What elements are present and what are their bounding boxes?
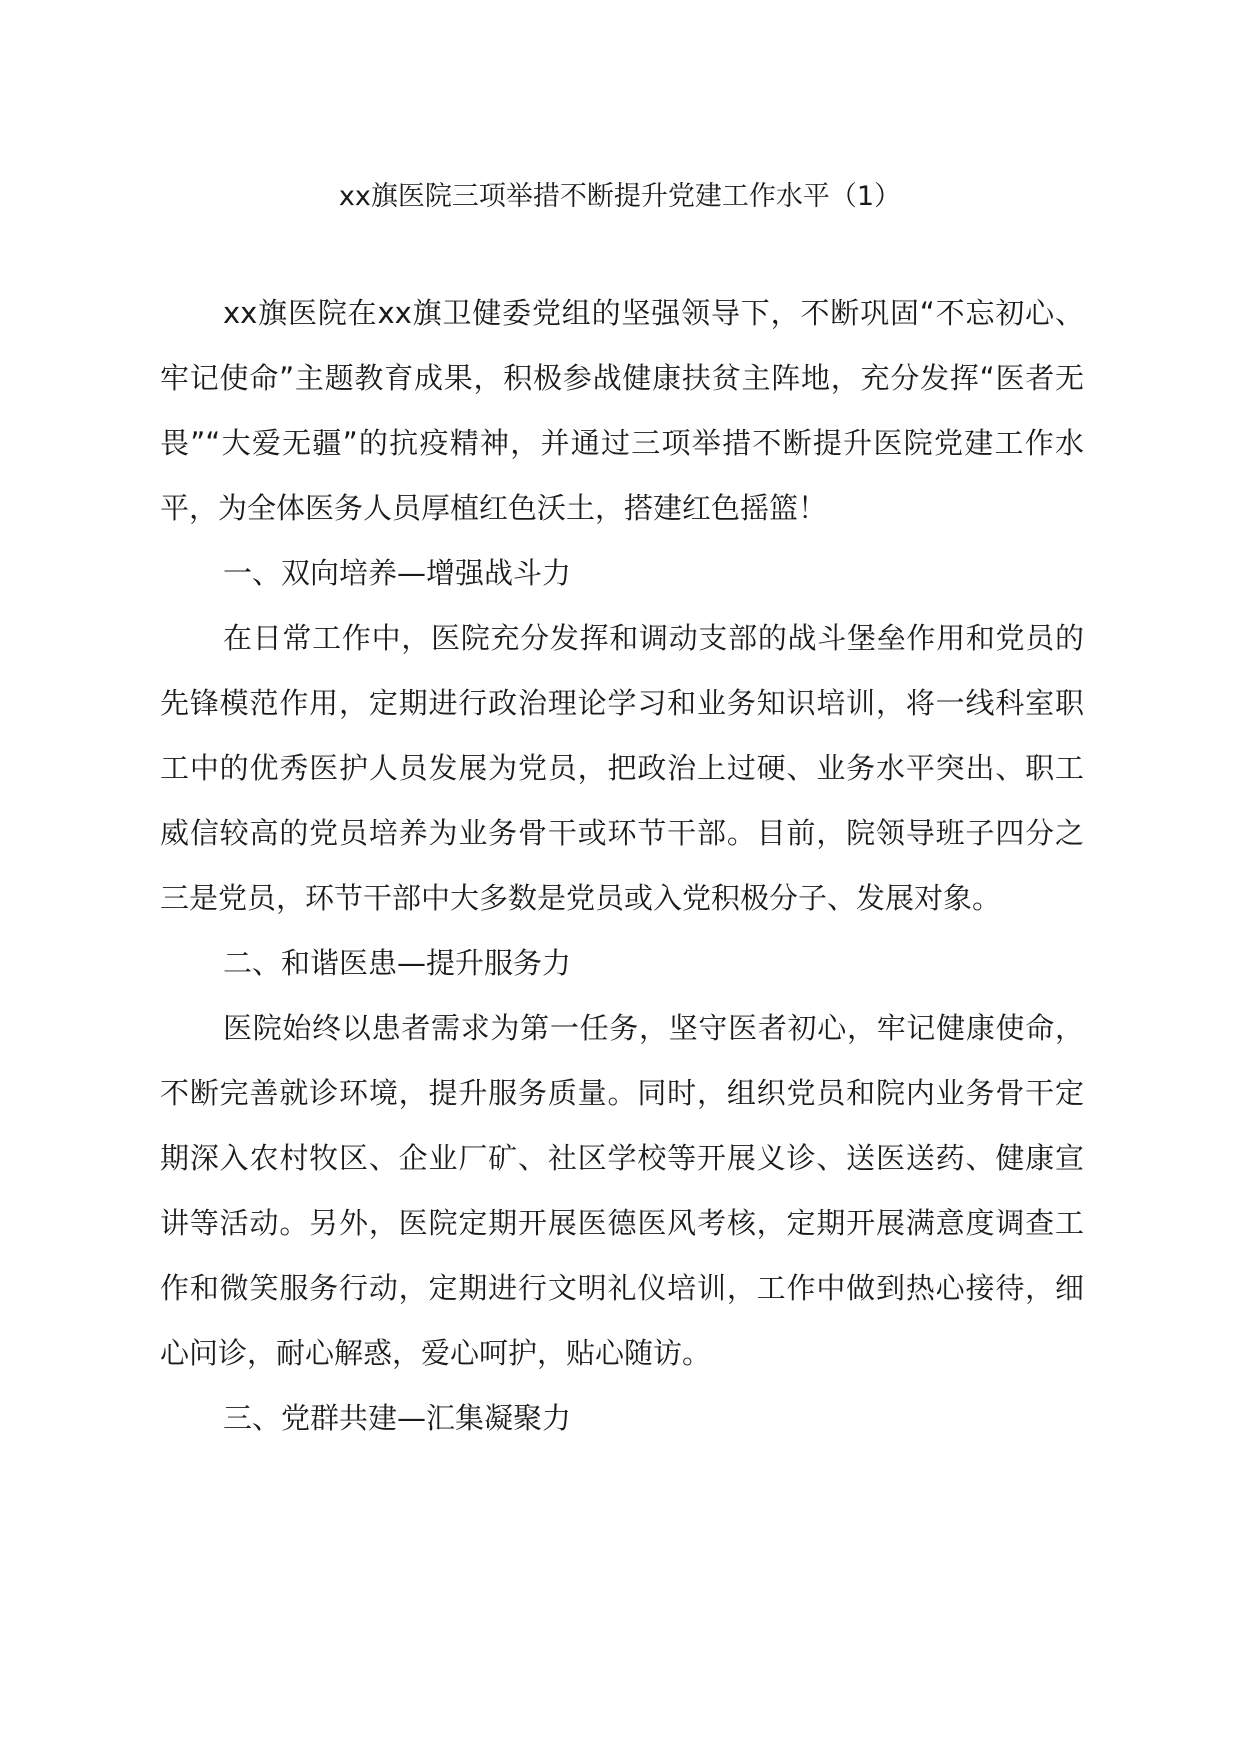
section-paragraph-1: 在日常工作中，医院充分发挥和调动支部的战斗堡垒作用和党员的先锋模范作用，定期进行政治理论学习和业务知识培训，将一线科室职工中的优秀医护人员发展为党员，把政治上过硬、业务水平突出、职工威信较高的党员培养为业务骨干或环节干部。目前，院领导班子四分之三是党员，环节干部中大多数是党员或入党积极分子、发展对象。 xyxy=(160,621,1084,915)
section-paragraph-2: 医院始终以患者需求为第一任务，坚守医者初心，牢记健康使命，不断完善就诊环境，提升服务质量。同时，组织党员和院内业务骨干定期深入农村牧区、企业厂矿、社区学校等开展义诊、送医送药、健康宣讲等活动。另外，医院定期开展医德医风考核，定期开展满意度调查工作和微笑服务行动，定期进行文明礼仪培训，工作中做到热心接待，细心问诊，耐心解惑，爱心呵护，贴心随访。 xyxy=(160,1011,1084,1370)
section-heading-2: 二、和谐医患—提升服务力 xyxy=(223,946,572,980)
document-title: xx旗医院三项举措不断提升党建工作水平（1） xyxy=(338,181,902,212)
intro-paragraph: xx旗医院在xx旗卫健委党组的坚强领导下，不断巩固“不忘初心、牢记使命”主题教育成果，积极参战健康扶贫主阵地，充分发挥“医者无畏”“大爱无疆”的抗疫精神，并通过三项举措不断提升医院党建工作水平，为全体医务人员厚植红色沃土，搭建红色摇篮！ xyxy=(160,296,1084,525)
section-heading-3: 三、党群共建—汇集凝聚力 xyxy=(223,1401,572,1435)
section-heading-1: 一、双向培养—增强战斗力 xyxy=(223,556,572,590)
document-body xyxy=(160,281,1084,1451)
